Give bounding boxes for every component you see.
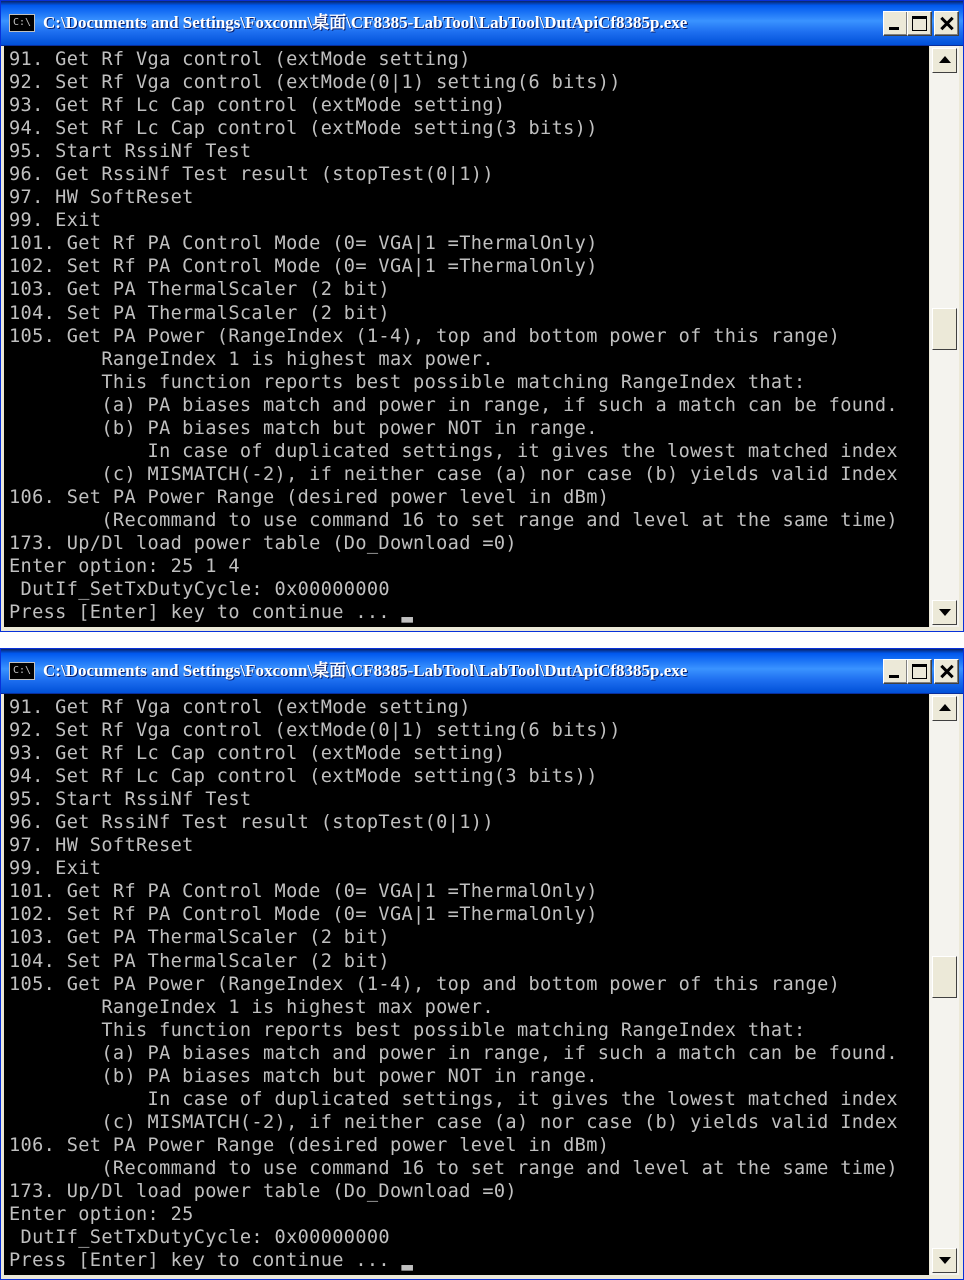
console-line: 104. Set PA ThermalScaler (2 bit) <box>9 302 390 324</box>
console-line: In case of duplicated settings, it gives the lowest matched index <box>9 1088 898 1110</box>
console-line: 106. Set PA Power Range (desired power level in dBm) <box>9 486 610 508</box>
console-line: 96. Get RssiNf Test result (stopTest(0|1)) <box>9 164 494 186</box>
console-line: This function reports best possible matching RangeIndex that: <box>9 1019 806 1041</box>
window-title: C:\Documents and Settings\Foxconn\桌面\CF8385-LabTool\LabTool\DutApiCf8385p.exe <box>43 661 688 680</box>
console-line: 102. Set Rf PA Control Mode (0= VGA|1 =ThermalOnly) <box>9 904 598 926</box>
console-line: 105. Get PA Power (RangeIndex (1-4), top and bottom power of this range) <box>9 325 841 347</box>
vertical-scrollbar[interactable] <box>930 694 959 1275</box>
window-title: C:\Documents and Settings\Foxconn\桌面\CF8385-LabTool\LabTool\DutApiCf8385p.exe <box>43 13 688 32</box>
console-line: Enter option: 25 <box>9 1204 194 1226</box>
console-line: 95. Start RssiNf Test <box>9 141 252 163</box>
console-line: (c) MISMATCH(-2), if neither case (a) nor case (b) yields valid Index <box>9 463 898 485</box>
close-button[interactable] <box>934 11 959 36</box>
close-button[interactable] <box>934 659 959 684</box>
text-cursor: ▂ <box>401 1250 414 1272</box>
scroll-up-arrow-icon[interactable] <box>932 696 957 721</box>
console-line: (a) PA biases match and power in range, if such a match can be found. <box>9 1042 898 1064</box>
console-line: DutIf_SetTxDutyCycle: 0x00000000 <box>9 1227 390 1249</box>
title-bar[interactable] <box>1 1 963 46</box>
console-lines <box>9 49 898 623</box>
console-line: 101. Get Rf PA Control Mode (0= VGA|1 =ThermalOnly) <box>9 233 598 255</box>
scroll-down-arrow-icon[interactable] <box>932 1248 957 1273</box>
console-line: RangeIndex 1 is highest max power. <box>9 348 494 370</box>
console-line: 97. HW SoftReset <box>9 187 194 209</box>
console-window-1 <box>0 0 964 632</box>
console-line: 95. Start RssiNf Test <box>9 789 252 811</box>
console-line: 93. Get Rf Lc Cap control (extMode setting) <box>9 743 506 765</box>
console-text <box>4 46 929 624</box>
console-lines <box>9 697 898 1271</box>
console-line: 97. HW SoftReset <box>9 835 194 857</box>
scrollbar-thumb[interactable] <box>932 956 957 998</box>
console-text <box>4 694 929 1272</box>
console-line: 105. Get PA Power (RangeIndex (1-4), top and bottom power of this range) <box>9 973 841 995</box>
console-line: Press [Enter] key to continue ... <box>9 602 402 624</box>
scrollbar-thumb[interactable] <box>932 308 957 350</box>
console-line: 94. Set Rf Lc Cap control (extMode setting(3 bits)) <box>9 118 598 140</box>
console-line: 94. Set Rf Lc Cap control (extMode setting(3 bits)) <box>9 766 598 788</box>
vertical-scrollbar[interactable] <box>930 46 959 627</box>
console-line: RangeIndex 1 is highest max power. <box>9 996 494 1018</box>
console-line: 104. Set PA ThermalScaler (2 bit) <box>9 950 390 972</box>
text-cursor: ▂ <box>401 602 414 624</box>
console-line: 91. Get Rf Vga control (extMode setting) <box>9 49 471 70</box>
console-line: 92. Set Rf Vga control (extMode(0|1) setting(6 bits)) <box>9 720 621 742</box>
console-output[interactable] <box>4 694 929 1275</box>
title-bar[interactable] <box>1 649 963 694</box>
console-line: 106. Set PA Power Range (desired power level in dBm) <box>9 1134 610 1156</box>
console-line: (b) PA biases match but power NOT in range. <box>9 1065 598 1087</box>
console-app-icon[interactable]: C:\ <box>9 662 35 680</box>
console-line: 103. Get PA ThermalScaler (2 bit) <box>9 279 390 301</box>
console-line: 173. Up/Dl load power table (Do_Download =0) <box>9 532 517 554</box>
console-line: 102. Set Rf PA Control Mode (0= VGA|1 =ThermalOnly) <box>9 256 598 278</box>
console-line: (c) MISMATCH(-2), if neither case (a) nor case (b) yields valid Index <box>9 1111 898 1133</box>
console-line: 92. Set Rf Vga control (extMode(0|1) setting(6 bits)) <box>9 72 621 94</box>
console-line: In case of duplicated settings, it gives the lowest matched index <box>9 440 898 462</box>
console-line: DutIf_SetTxDutyCycle: 0x00000000 <box>9 579 390 601</box>
console-line: (Recommand to use command 16 to set range and level at the same time) <box>9 509 898 531</box>
maximize-button[interactable] <box>907 11 932 36</box>
console-line: 91. Get Rf Vga control (extMode setting) <box>9 697 471 718</box>
console-line: 99. Exit <box>9 210 102 232</box>
scroll-down-arrow-icon[interactable] <box>932 600 957 625</box>
console-window-2 <box>0 648 964 1280</box>
console-line: Press [Enter] key to continue ... <box>9 1250 402 1272</box>
maximize-button[interactable] <box>907 659 932 684</box>
console-line: (Recommand to use command 16 to set range and level at the same time) <box>9 1157 898 1179</box>
scroll-up-arrow-icon[interactable] <box>932 48 957 73</box>
console-line: (b) PA biases match but power NOT in range. <box>9 417 598 439</box>
console-line: Enter option: 25 1 4 <box>9 556 240 578</box>
minimize-button[interactable] <box>883 11 908 36</box>
console-line: 93. Get Rf Lc Cap control (extMode setting) <box>9 95 506 117</box>
console-line: 99. Exit <box>9 858 102 880</box>
console-line: (a) PA biases match and power in range, if such a match can be found. <box>9 394 898 416</box>
console-line: 96. Get RssiNf Test result (stopTest(0|1)) <box>9 812 494 834</box>
console-line: This function reports best possible matching RangeIndex that: <box>9 371 806 393</box>
minimize-button[interactable] <box>883 659 908 684</box>
console-line: 103. Get PA ThermalScaler (2 bit) <box>9 927 390 949</box>
console-line: 101. Get Rf PA Control Mode (0= VGA|1 =ThermalOnly) <box>9 881 598 903</box>
console-output[interactable] <box>4 46 929 627</box>
console-line: 173. Up/Dl load power table (Do_Download =0) <box>9 1180 517 1202</box>
console-app-icon[interactable]: C:\ <box>9 14 35 32</box>
